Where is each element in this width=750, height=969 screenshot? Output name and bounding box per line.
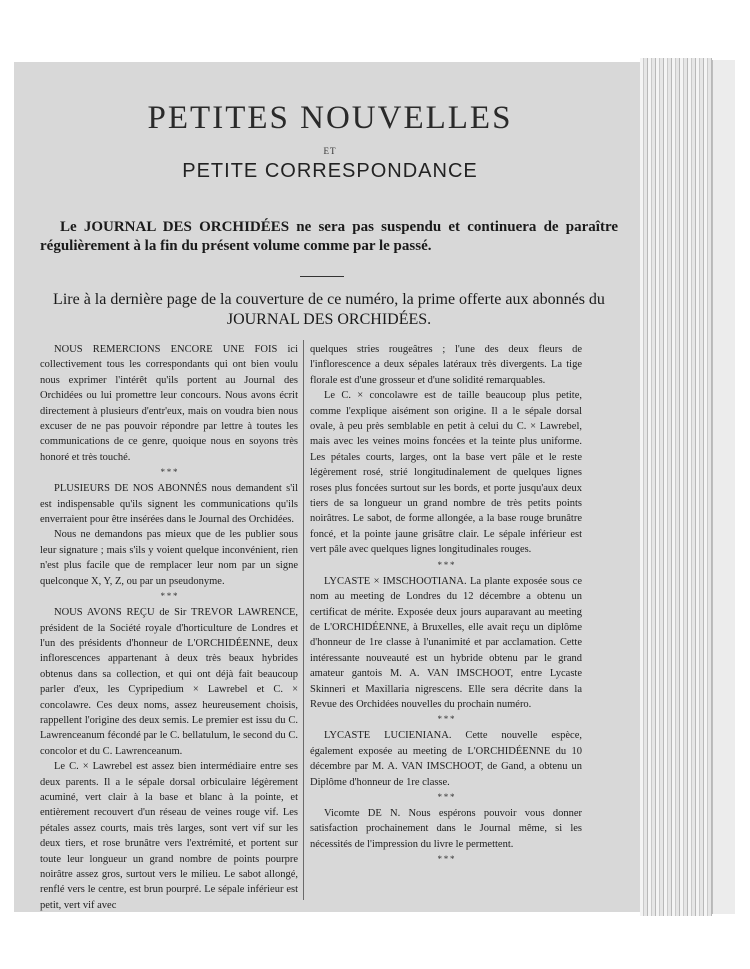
paragraph-vicomte: Vicomte DE N. Nous espérons pouvoir vous donner satisfaction prochainement dans le Journal même, si les nécessités de l'impression du livre le permettent. (310, 807, 582, 850)
paragraph-lawrebel-cont: quelques stries rougeâtres ; l'une des deux fleurs de l'inflorescence a deux sépales latéraux très divergents. La tige florale est d'une grosseur et d'une solidité remarquables. (310, 344, 582, 386)
notice-divider (300, 276, 344, 277)
book-edge (712, 60, 735, 914)
paragraph-pseudonym: Nous ne demandons pas mieux que de les publier sous leur signature ; mais s'ils y voient quelque inconvénient, rien n'est plus facile que de remplacer leur nom par un signe quelconque X, Y, Z, ou par un pseudonyme. (40, 529, 298, 587)
section-separator: * * * (437, 791, 455, 802)
page-title: PETITES NOUVELLES (147, 100, 513, 136)
column-divider (303, 340, 304, 900)
paragraph-lawrebel: Le C. × Lawrebel est assez bien intermédiaire entre ses deux parents. Il a le sépale dorsal orbiculaire légèrement acuminé, vert clair à la base et blanc à la pointe, et entièrement recouvert d'un réseau de veines rouge vif. Les pétales assez courts, mais très larges, sont vert vif sur les deux tiers, et rose brunâtre vers l'extrémité, et portent sur toute leur longueur un grand nombre de points pourpre noirâtre assez gros, surtout vers le milieu. Le sabot allongé, renflé vers le centre, est brun pourpré. Le sépale inférieur est petit, vert vif avec (40, 761, 298, 911)
page-subtitle: PETITE CORRESPONDANCE (182, 160, 478, 182)
section-separator: * * * (160, 467, 178, 478)
section-separator: * * * (160, 591, 178, 602)
section-separator: * * * (437, 714, 455, 725)
paragraph-imschootiana: LYCASTE × IMSCHOOTIANA. La plante exposée sous ce nom au meeting de Londres du 12 décembre a obtenu un certificat de mérite. Exposée deux jours auparavant au meeting de L'ORCHIDÉENNE, à Bruxelles, elle avait reçu un diplôme d'honneur de 1re classe à l'unanimité et par acclamation. Cette intéressante nouveauté est un hybride obtenu par le grand amateur gantois M. A. VAN IMSCHOOT, entre Lycaste Skinneri et Maxillaria nigrescens. Elle sera décrite dans la Revue des Orchidées nouvelles du prochain numéro. (310, 575, 582, 710)
title-conjunction: ET (323, 146, 337, 156)
paragraph-subscribers: PLUSIEURS DE NOS ABONNÉS nous demandent s'il est indispensable qu'ils signent les communications qu'ils enverraient pour être insérées dans le Journal des Orchidées. (40, 483, 298, 526)
paragraph-lawrence: NOUS AVONS REÇU de Sir TREVOR LAWRENCE, président de la Société royale d'horticulture de Londres et l'un des présidents d'honneur de L'ORCHIDÉENNE, deux inflorescences appartenant à deux très beaux hybrides obtenus dans sa collection, et qui ont déjà fait beaucoup parler d'eux, les Cypripedium × Lawrebel et C. × concolawre. Ces deux noms, assez heureusement choisis, rappellent l'origine des deux semis. Le premier est issu du C. Lawrenceanum fécondé par le C. bellatulum, le second du C. concolor et du C. Lawrenceanum. (40, 607, 298, 757)
section-separator: * * * (437, 854, 455, 865)
paragraph-thanks: NOUS REMERCIONS ENCORE UNE FOIS ici collectivement tous les correspondants qui ont bien voulu nous exprimer l'intérêt qu'ils portent au Journal des Orchidées ou lui promettre leur concours. Nous avons écrit directement à plusieurs d'entr'eux, mais on voudra bien nous excuser de ne pas pouvoir répondre par lettre à toutes les communications de ce genre, quoique nous en soyons très honoré et très touché. (40, 344, 298, 463)
prime-notice: Lire à la dernière page de la couverture de ce numéro, la prime offerte aux abonnés du JOURNAL DES ORCHIDÉES. (53, 291, 605, 328)
continuation-notice: Le JOURNAL DES ORCHIDÉES ne sera pas suspendu et continuera de paraître régulièrement à la fin du présent volume comme par le passé. (40, 219, 618, 254)
paragraph-lucieniana: LYCASTE LUCIENIANA. Cette nouvelle espèce, également exposée au meeting de L'ORCHIDÉENNE du 10 décembre par M. A. VAN IMSCHOOT, de Gand, a obtenu un Diplôme d'honneur de 1re classe. (310, 730, 582, 788)
section-separator: * * * (437, 559, 455, 570)
right-column (310, 342, 582, 868)
stacked-page-edges (640, 58, 712, 916)
left-column (40, 342, 298, 913)
paragraph-concolawre: Le C. × concolawre est de taille beaucoup plus petite, comme l'explique aisément son origine. Il a le sépale dorsal ovale, à peu près semblable en petit à celui du C. × Lawrebel, mais avec les veines moins foncées et la teinte plus uniforme. Les pétales courts, larges, ont la base vert pâle et le reste légèrement rosé, strié longitudinalement de quelques lignes roses plus foncées surtout sur les bords, et porte jusqu'aux deux tiers de sa longueur un grand nombre de très petits points noirâtres. Le sabot, de forme allongée, a la base rouge brunâtre foncé, et la pointe jaune grisâtre clair. Le sépale inférieur est vert pâle avec quelques lignes longitudinales rouges. (310, 390, 582, 556)
